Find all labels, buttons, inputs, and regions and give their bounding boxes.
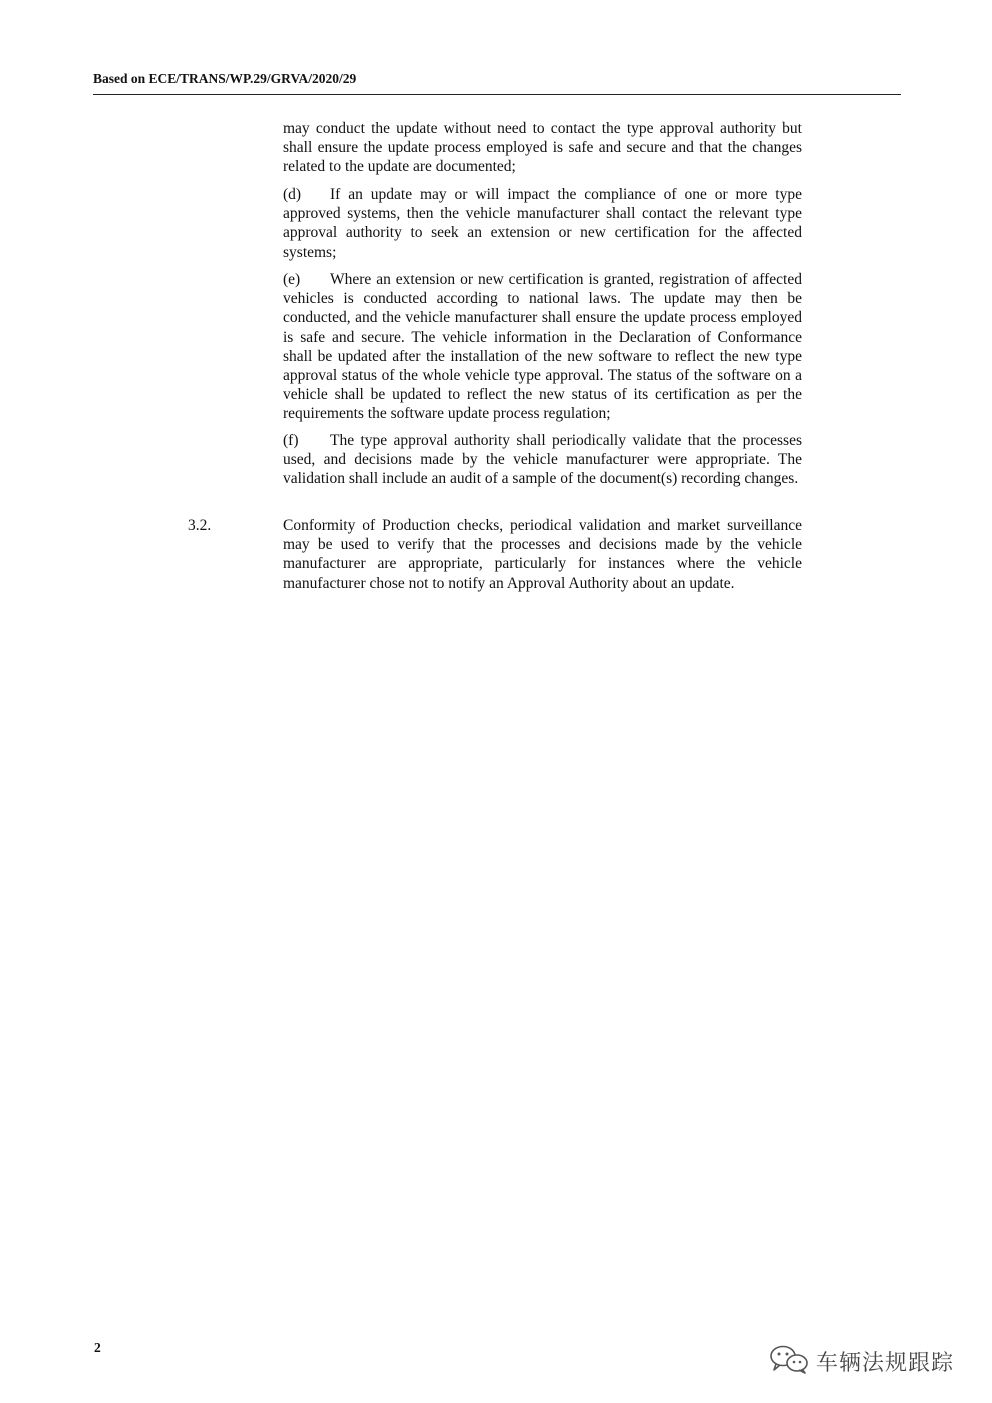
section-text: Conformity of Production checks, periodical validation and market surveillance may be used to verify that the processes and decisions made by the vehicle manufacturer are appropriate, particularly for instances where the vehicle manufacturer chose not to notify an Approval Authority about an update. bbox=[283, 517, 802, 592]
item-text-d: If an update may or will impact the compliance of one or more type approved systems, then the vehicle manufacturer shall contact the relevant type approval authority to seek an extension or new certification for the affected systems; bbox=[283, 186, 802, 261]
list-item-f bbox=[283, 431, 802, 489]
header-divider bbox=[93, 94, 901, 95]
item-label-f: (f) bbox=[283, 432, 299, 449]
watermark-text: 车辆法规跟踪 bbox=[816, 1351, 955, 1376]
continuation-text: may conduct the update without need to contact the type approval authority but shall ensure the update process employed is safe and secure and that the changes related to the update are documented; bbox=[283, 120, 802, 176]
running-header: Based on ECE/TRANS/WP.29/GRVA/2020/29 bbox=[93, 71, 357, 86]
item-text-e: Where an extension or new certification is granted, registration of affected vehicles is conducted according to national laws. The update may then be conducted, and the vehicle manufacturer shall ensure the update process employed is safe and secure. The vehicle information in the Declaration of Conformance shall be updated after the installation of the new software to reflect the new type approval status of the whole vehicle type approval. The status of the software on a vehicle shall be updated to reflect the new status of its certification as per the requirements the software update process regulation; bbox=[283, 271, 802, 423]
page-number: 2 bbox=[94, 1340, 101, 1355]
item-label-e: (e) bbox=[283, 271, 301, 288]
section-paragraph bbox=[283, 516, 802, 593]
list-item-d bbox=[283, 185, 802, 262]
item-label-d: (d) bbox=[283, 186, 302, 203]
item-text-f: The type approval authority shall periodically validate that the processes used, and decisions made by the vehicle manufacturer were appropriate. The validation shall include an audit of a sample of the document(s) recording changes. bbox=[283, 432, 802, 488]
section-number: 3.2. bbox=[188, 517, 212, 534]
wechat-icon bbox=[768, 1344, 810, 1379]
watermark bbox=[768, 1344, 954, 1379]
list-item-e bbox=[283, 270, 802, 424]
continuation-paragraph bbox=[283, 119, 802, 177]
